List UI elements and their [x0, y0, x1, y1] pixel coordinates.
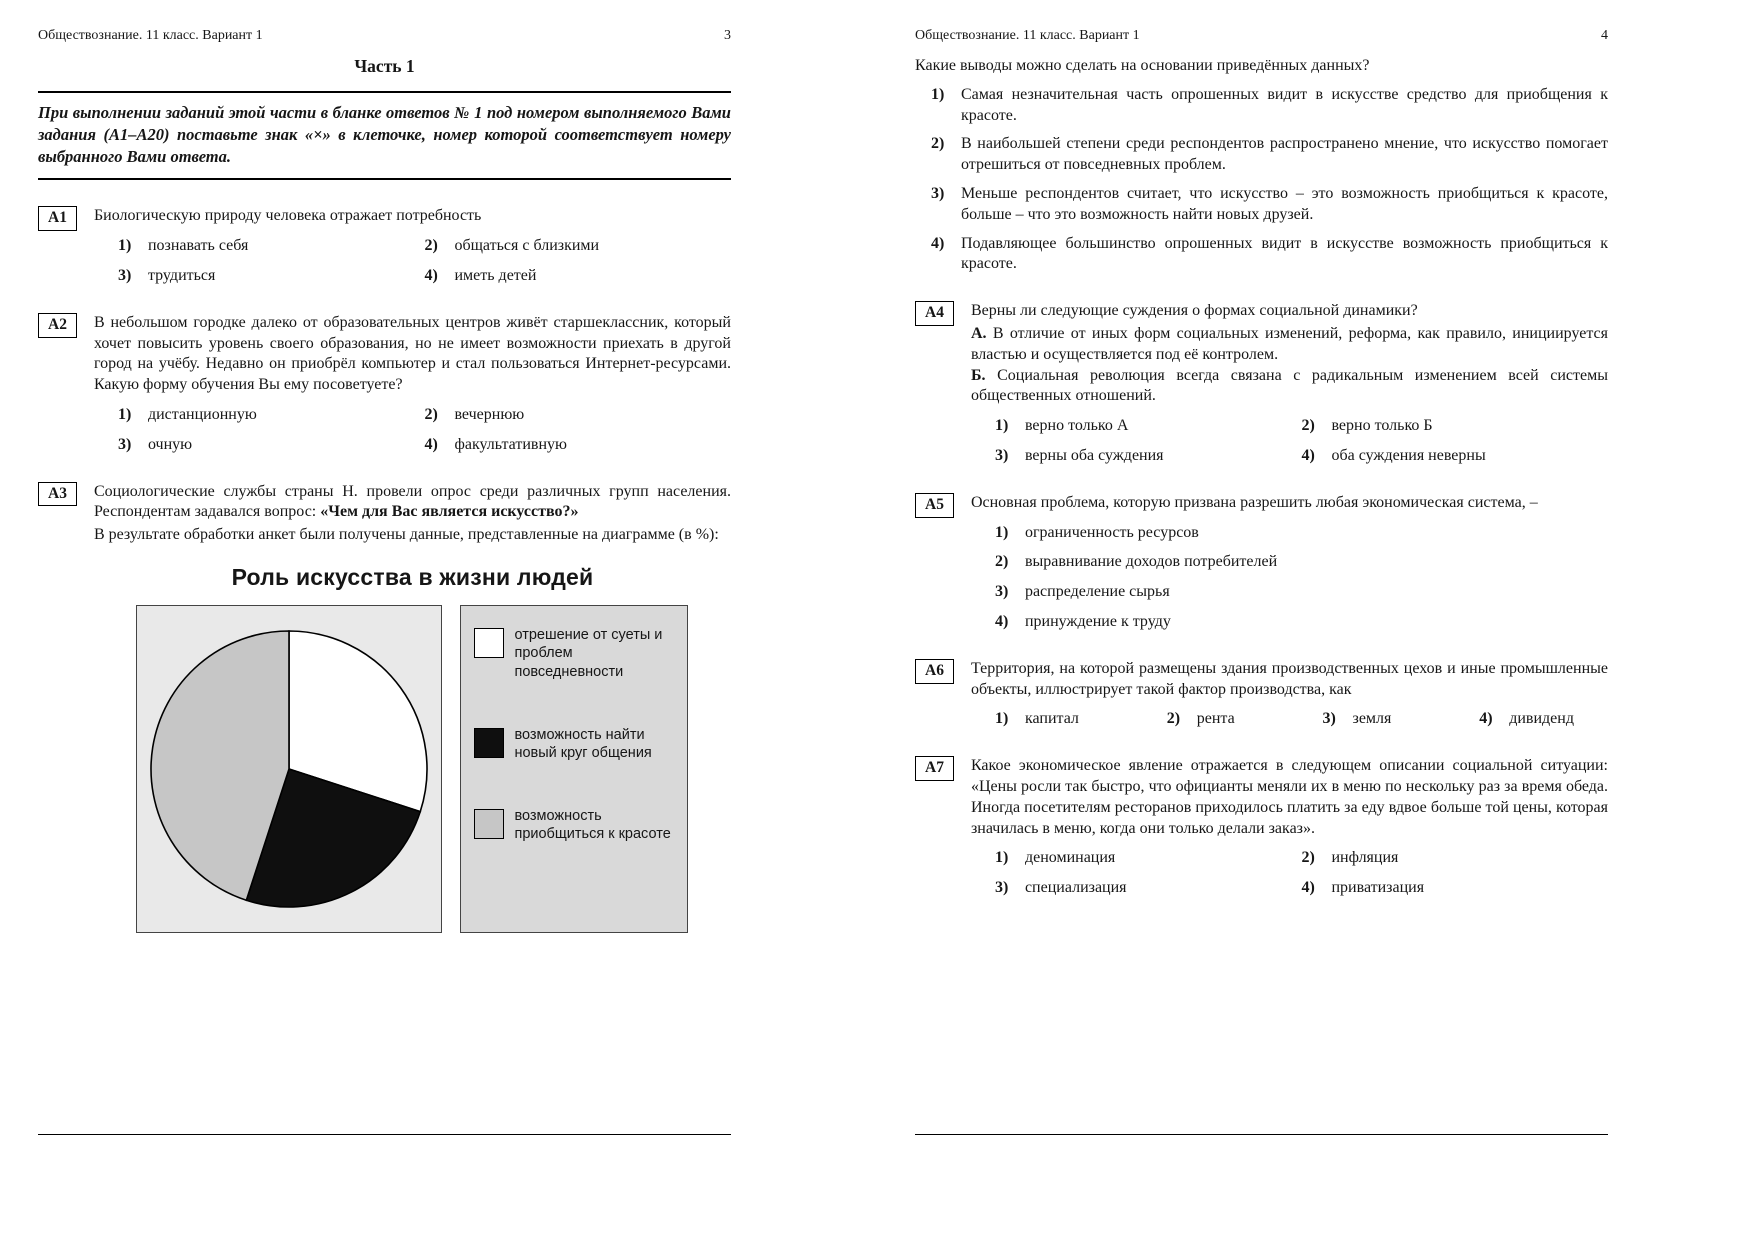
- answer-option: [995, 612, 1608, 633]
- option-text: Меньше респондентов считает, что искусство – это возможность приобщиться к красоте, больше – что это возможность найти новых друзей.: [961, 184, 1608, 223]
- question-a6: [915, 659, 1608, 730]
- question-text: Верны ли следующие суждения о формах социальной динамики?: [970, 302, 1418, 320]
- option-number: 1): [117, 237, 132, 255]
- question-a3-continued: [915, 56, 1608, 275]
- statement-a-label: А.: [970, 324, 987, 342]
- option-text: трудиться: [147, 266, 216, 284]
- question-text: Основная проблема, которую призвана разрешить любая экономическая система, –: [970, 493, 1538, 511]
- question-body: [971, 659, 1608, 730]
- answer-options: [971, 523, 1608, 633]
- statement-b-text: Социальная революция всегда связана с радикальным изменением всей системы общественных отношений.: [970, 366, 1609, 405]
- question-text: Биологическую природу человека отражает потребность: [93, 207, 482, 225]
- footer-rule: [915, 1134, 1608, 1135]
- question-body: [971, 301, 1608, 467]
- question-text-emphasis: «Чем для Вас является искусство?»: [320, 503, 579, 521]
- pie-chart: [139, 619, 439, 919]
- option-number: 2): [1166, 710, 1181, 728]
- answer-option: [995, 582, 1608, 603]
- option-number: 3): [994, 879, 1009, 897]
- option-number: 4): [424, 266, 438, 284]
- option-text: Самая незначительная часть опрошенных видит в искусстве средство для приобщения к красоте.: [961, 85, 1608, 124]
- answer-option: [931, 134, 1608, 176]
- question-text-result: В результате обработки анкет были получены данные, представленные на диаграмме (в %):: [93, 526, 719, 544]
- answer-option: [1301, 878, 1608, 899]
- answer-option: [1301, 446, 1608, 467]
- legend-label: возможность найти новый круг общения: [514, 726, 652, 762]
- option-text: выравнивание доходов потребителей: [1024, 553, 1278, 571]
- legend-swatch: [474, 628, 504, 658]
- page-header: [915, 28, 1608, 44]
- option-text: ограниченность ресурсов: [1024, 523, 1199, 541]
- pie-chart-panel: [136, 605, 442, 933]
- answer-option: [931, 184, 1608, 226]
- question-a1: [38, 206, 731, 286]
- option-text: специализация: [1024, 879, 1127, 897]
- part-title: Часть 1: [354, 56, 415, 76]
- question-text: [94, 482, 731, 524]
- option-text: приватизация: [1331, 879, 1425, 897]
- question-a3: [38, 482, 731, 933]
- chart-title: Роль искусства в жизни людей: [231, 563, 594, 590]
- option-number: 2): [1301, 417, 1315, 435]
- option-number: 1): [117, 405, 132, 423]
- option-text: верно только Б: [1331, 417, 1433, 435]
- page-number: 3: [724, 28, 731, 43]
- page-number: 4: [1601, 28, 1608, 43]
- legend-label: возможность приобщиться к красоте: [514, 807, 671, 843]
- answer-option: [1301, 416, 1608, 437]
- chart-body: [94, 605, 731, 933]
- question-label-a3: А3: [38, 482, 77, 507]
- instruction-block: [38, 91, 731, 180]
- statement-b-label: Б.: [970, 366, 986, 384]
- answer-options: [94, 405, 731, 456]
- question-body: [94, 313, 731, 456]
- option-number: 2): [424, 405, 438, 423]
- answer-options: [971, 416, 1608, 467]
- option-number: 3): [1322, 710, 1336, 728]
- answer-option: [995, 848, 1302, 869]
- option-number: 4): [994, 612, 1009, 630]
- option-number: 1): [931, 85, 945, 103]
- question-label-a7: А7: [915, 756, 954, 781]
- answer-option: [1479, 709, 1574, 730]
- statement-a-text: В отличие от иных форм социальных изменений, реформа, как правило, инициируется властью и осуществляется под её контролем.: [970, 324, 1608, 363]
- option-number: 3): [994, 446, 1009, 464]
- answer-option: [1167, 709, 1235, 730]
- option-text: В наибольшей степени среди респондентов распространено мнение, что искусство помогает отрешиться от повседневных проблем.: [961, 135, 1608, 174]
- answer-option: [1323, 709, 1392, 730]
- legend-label: отрешение от суеты и проблем повседневности: [514, 626, 663, 680]
- answer-option: [118, 266, 425, 287]
- question-body: [94, 482, 731, 933]
- option-text: капитал: [1024, 710, 1079, 728]
- question-text: Какие выводы можно сделать на основании приведённых данных?: [915, 57, 1370, 74]
- legend-item: [474, 626, 674, 682]
- option-text: общаться с близкими: [454, 237, 600, 255]
- option-number: 4): [931, 234, 945, 252]
- option-text: познавать себя: [147, 237, 249, 255]
- question-text: Территория, на которой размещены здания производственных цехов и иные промышленные объекты, иллюстрирует такой фактор производства, как: [970, 659, 1608, 698]
- answer-option: [995, 523, 1608, 544]
- option-text: очную: [147, 435, 193, 453]
- answer-option: [118, 236, 425, 257]
- option-text: факультативную: [454, 435, 567, 453]
- answer-option: [931, 234, 1608, 276]
- answer-options: [971, 848, 1608, 899]
- art-survey-chart: [94, 564, 731, 933]
- answer-option: [118, 405, 425, 426]
- question-a7: [915, 756, 1608, 899]
- answer-option: [995, 878, 1302, 899]
- question-a4: [915, 301, 1608, 467]
- header-title: Обществознание. 11 класс. Вариант 1: [38, 28, 263, 43]
- option-text: рента: [1196, 710, 1235, 728]
- answer-option: [424, 236, 731, 257]
- option-text: деноминация: [1024, 849, 1116, 867]
- option-number: 3): [931, 184, 945, 202]
- answer-option: [995, 416, 1302, 437]
- question-text: В небольшом городке далеко от образовательных центров живёт старшеклассник, который хочет повысить уровень своего образования, но не имеет возможности приехать в другой город на учёбу. Недавно он приобрёл компьютер и стал пользоваться Интернет-ресурсами. Какую форму обучения Вы ему посоветуете?: [93, 313, 731, 394]
- question-body: [971, 756, 1608, 899]
- option-number: 3): [994, 583, 1009, 601]
- option-number: 1): [994, 523, 1009, 541]
- option-text: верны оба суждения: [1024, 446, 1164, 464]
- legend-swatch: [474, 809, 504, 839]
- option-number: 1): [994, 710, 1009, 728]
- option-text: инфляция: [1331, 849, 1399, 867]
- question-label-a5: А5: [915, 493, 954, 518]
- option-number: 4): [424, 435, 438, 453]
- option-text: земля: [1352, 710, 1392, 728]
- legend-swatch: [474, 728, 504, 758]
- answer-options: [971, 709, 1608, 730]
- answer-option: [995, 709, 1079, 730]
- option-text: верно только А: [1024, 417, 1129, 435]
- footer-rule: [38, 1134, 731, 1135]
- question-a2: [38, 313, 731, 456]
- option-text: принуждение к труду: [1024, 612, 1171, 630]
- answer-options: [915, 85, 1608, 275]
- question-text-intro: Социологические службы страны Н. провели опрос среди различных групп населения. Респондентам задавался вопрос:: [93, 482, 731, 521]
- option-text: вечернюю: [454, 405, 525, 423]
- question-a5: [915, 493, 1608, 633]
- option-text: оба суждения неверны: [1331, 446, 1486, 464]
- question-body: [971, 493, 1608, 633]
- header-title: Обществознание. 11 класс. Вариант 1: [915, 28, 1140, 43]
- question-label-a4: А4: [915, 301, 954, 326]
- answer-option: [995, 552, 1608, 573]
- answer-option: [1301, 848, 1608, 869]
- answer-option: [995, 446, 1302, 467]
- instruction-text: При выполнении заданий этой части в бланке ответов № 1 под номером выполняемого Вами задания (А1–А20) поставьте знак «×» в клеточке, номер которой соответствует номеру выбранного Вами ответа.: [38, 103, 731, 167]
- chart-legend: [460, 605, 688, 933]
- option-text: дивиденд: [1509, 710, 1574, 728]
- question-label-a1: А1: [38, 206, 77, 231]
- page-4: [877, 0, 1754, 1239]
- answer-options: [94, 236, 731, 287]
- page-header: [38, 28, 731, 44]
- question-body: [94, 206, 731, 286]
- option-number: 2): [931, 135, 945, 153]
- option-number: 4): [1301, 879, 1315, 897]
- answer-option: [931, 85, 1608, 127]
- option-number: 4): [1479, 710, 1493, 728]
- option-text: Подавляющее большинство опрошенных видит в искусстве возможность приобщиться к красоте.: [961, 234, 1608, 273]
- option-number: 1): [994, 417, 1009, 435]
- option-number: 3): [117, 266, 132, 284]
- option-number: 2): [424, 237, 438, 255]
- question-text: Какое экономическое явление отражается в следующем описании социальной ситуации: «Цены росли так быстро, что официанты меняли их в меню по нескольку раз за время обеда. Иногда посетителям ресторанов приходилось платить за еду вдвое больше той цены, которая значилась в меню, когда они только делали заказ».: [970, 757, 1608, 837]
- statement-a: [971, 324, 1608, 366]
- option-text: распределение сырья: [1024, 583, 1170, 601]
- statement-b: [971, 366, 1608, 408]
- answer-option: [424, 266, 731, 287]
- legend-item: [474, 726, 674, 763]
- option-number: 2): [994, 553, 1009, 571]
- question-label-a2: А2: [38, 313, 77, 338]
- option-text: дистанционную: [147, 405, 257, 423]
- question-body: [915, 56, 1608, 275]
- question-label-a6: А6: [915, 659, 954, 684]
- legend-item: [474, 807, 674, 844]
- option-number: 2): [1301, 849, 1315, 867]
- option-number: 3): [117, 435, 132, 453]
- option-text: иметь детей: [454, 266, 537, 284]
- option-number: 1): [994, 849, 1009, 867]
- answer-option: [118, 435, 425, 456]
- answer-option: [424, 435, 731, 456]
- option-number: 4): [1301, 446, 1315, 464]
- answer-option: [424, 405, 731, 426]
